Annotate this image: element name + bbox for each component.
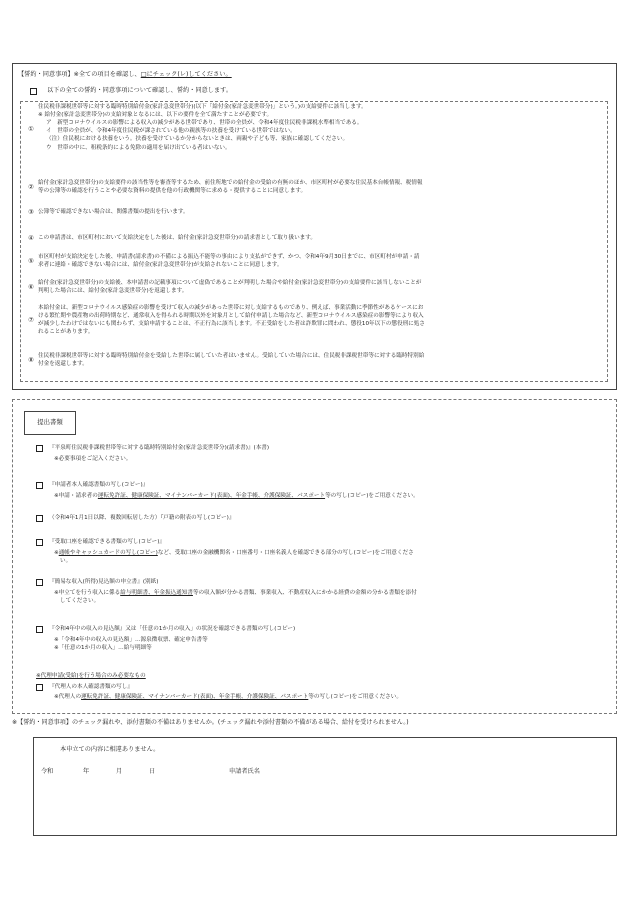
item-7-line: が減少したわけではないにも関わらず、支給申請することは、不正行為に該当します。不正受給をした者は詐欺罪に問われ、懲役10年以下の懲役刑に処さ	[38, 321, 425, 328]
document-item-7	[36, 683, 606, 701]
applicant-name-label: 申請者氏名	[229, 768, 260, 775]
item-5-line: 求者に連絡・確認できない場合には、給付金(家計急変世帯分)が支給されないことに同意します。	[38, 262, 283, 269]
item-2-line: 給付金(家計急変世帯分)の支給要件の該当性等を審査等するため、前住所地での給付金の受給の有無のほか、市区町村が必要な住民基本台帳情報、税情報	[38, 180, 423, 186]
all-consent-row	[30, 87, 232, 96]
consent-item-8	[24, 352, 602, 368]
item-8-line: 住民税非課税世帯等に対する臨時特別給付金を受給した世帯に属していた者はいません。受給していた場合には、住民税非課税世帯等に対する臨時特別給	[38, 353, 425, 359]
bottom-note: ※【誓約・同意事項】のチェック漏れや、添付書類の不備はありませんか。(チェック漏れや添付書類の不備がある場合、給付を受けられません。)	[12, 719, 409, 726]
item-1-line: イ 世帯の全員が、令和4年度住民税が課されている他の親族等の扶養を受けている世帯ではない。	[46, 128, 296, 135]
item-2-line: 等の公簿等の確認を行うことや必要な資料の提供を他の行政機関等に求める・提供することに同意します。	[38, 188, 307, 195]
document-title-7: 『代理人の本人確認書類の写し』	[49, 684, 133, 690]
consent-item-7	[24, 304, 602, 336]
consent-item-6	[24, 279, 602, 295]
document-note-4	[36, 549, 606, 557]
item-7-line: れることがあります。	[38, 329, 94, 336]
document-checkbox-6[interactable]	[36, 626, 43, 633]
document-checkbox-3[interactable]	[36, 515, 43, 522]
document-note-2-prefix: ※申請・請求者の	[54, 493, 98, 500]
document-note-4-line1: など、受取口座の金融機関名・口座番号・口座名義人を確認できる部分の写し(コピー)をご用意くださ	[157, 550, 414, 557]
item-4-line: この申請書は、市区町村において支給決定をした後は、給付金(家計急変世帯分)の請求書として取り扱います。	[38, 235, 317, 241]
date-year: 年	[83, 768, 90, 775]
all-consent-label: 以下の全ての誓約・同意事項について確認し、誓約・同意します。	[47, 87, 233, 94]
item-3-line: 公簿等で確認できない場合は、関係書類の提出を行います。	[38, 209, 189, 215]
item-number-4: ④	[28, 234, 34, 242]
documents-title: 提出書類	[37, 418, 63, 427]
document-title-3: （令和4年1月1日以降、複数回転居した方）『戸籍の附表の写し(コピー)』	[49, 515, 235, 521]
consent-header-prefix: 【誓約・同意事項】※全ての項目を確認し、	[18, 71, 141, 78]
document-note-7-ids: 運転免許証、健康保険証、マイナンバーカード(表面)、年金手帳、介護保険証、パスポート	[81, 694, 309, 701]
item-1-line: ア 新型コロナウイルスの影響による収入の減少がある世帯であり、世帯の全員が、令和4年度住民税非課税水準相当である。	[46, 120, 363, 127]
item-1-line: 住民税非課税世帯等に対する臨時特別給付金(家計急変世帯分)(以下「給付金(家計急変世帯分)」という。)の支給要件に該当します。	[38, 104, 367, 110]
document-note-7	[36, 693, 606, 701]
document-note-4-line2: い。	[60, 558, 72, 565]
document-title-5: 『簡易な収入(所得)見込額の申立書』(別紙)	[49, 579, 159, 585]
consent-item-4	[24, 234, 602, 243]
consent-header	[18, 71, 232, 80]
document-title-1: 『平泉町住民税非課税世帯等に対する臨時特別給付金(家計急変世帯分)(請求書)』(本書)	[49, 445, 270, 451]
document-note-4-prefix: ※	[54, 550, 59, 557]
document-item-2	[36, 481, 606, 500]
document-checkbox-5[interactable]	[36, 579, 43, 586]
document-item-4	[36, 538, 606, 565]
documents-title-box	[24, 411, 76, 435]
date-day: 日	[149, 768, 156, 775]
document-item-1	[36, 444, 606, 463]
consent-item-2	[24, 179, 602, 195]
document-item-5	[36, 578, 606, 605]
item-1-line: ウ 世帯の中に、租税条約による免除の適用を届け出ている者はいない。	[46, 144, 231, 151]
item-number-7: ⑦	[28, 316, 34, 324]
document-note-5-line2: してください。	[60, 598, 100, 605]
document-note-5-line1: 等の収入額が分かる書類、事業収入、不動産収入にかかる経費の金額の分かる書類を添付	[192, 590, 417, 597]
document-title-2: 『申請者本人確認書類の写し(コピー)』	[49, 482, 149, 488]
declaration-text: 本申立ての内容に相違ありません。	[60, 746, 160, 753]
document-note-2-suffix: 等の写し(コピー)をご用意ください。	[325, 493, 419, 500]
item-number-8: ⑧	[28, 356, 34, 364]
document-note-6b: ※「任意の1か月の収入」…給与明細等	[54, 645, 152, 652]
document-note-6a: ※「令和4年中の収入の見込額」…源泉徴収票、確定申告書等	[54, 637, 208, 644]
document-note-5-prefix: ※申立てを行う収入に係る	[54, 590, 121, 597]
document-note-7-prefix: ※代理人の	[54, 694, 82, 701]
item-number-6: ⑥	[28, 283, 34, 291]
all-consent-checkbox[interactable]	[30, 88, 37, 95]
item-1-line: （注）住民税における扶養をいう。扶養を受けているか分からないときは、両親や子ども等、家族に確認してください。	[46, 136, 349, 143]
document-note-4-passbook: 通帳やキャッシュカードの写し(コピー)	[58, 550, 158, 557]
consent-item-3	[24, 208, 602, 217]
item-8-line: 付金を返還します。	[38, 361, 88, 368]
date-era: 令和	[41, 768, 54, 775]
document-note-7-suffix: 等の写し(コピー)をご用意ください。	[308, 694, 402, 701]
document-note-5	[36, 589, 606, 597]
item-number-5: ⑤	[28, 257, 34, 265]
proxy-heading: ※代理申請(受給)を行う場合のみ必要なもの	[36, 673, 146, 679]
consent-item-5	[24, 253, 602, 269]
item-7-line: 本給付金は、新型コロナウイルス感染症の影響を受けて収入の減少があった世帯に対し支給するものであり、例えば、事業活動に季節性があるケースにお	[38, 305, 424, 311]
document-note-5-payslip: 給与明細書、年金振込通知書	[120, 590, 193, 597]
document-title-4: 『受取口座を確認できる書類の写し(コピー)』	[49, 539, 166, 545]
item-number-1: ①	[28, 125, 34, 133]
document-note-2-ids: 運転免許証、健康保険証、マイナンバーカード(表面)、年金手帳、介護保険証、パスポート	[97, 493, 326, 500]
document-checkbox-7[interactable]	[36, 684, 43, 691]
item-6-line: 判明した場合には、給付金(家計急変世帯分)を返還します。	[38, 288, 188, 295]
document-checkbox-2[interactable]	[36, 482, 43, 489]
consent-item-1	[24, 103, 602, 152]
document-note-1: ※必要事項をご記入ください。	[54, 456, 132, 463]
document-checkbox-4[interactable]	[36, 539, 43, 546]
consent-header-instruction: □にチェック(レ)してください。	[140, 71, 232, 78]
document-item-3	[36, 514, 606, 522]
item-5-line: 市区町村が支給決定をした後、申請書(請求書)の不備による振込不能等の事由により支払ができず、かつ、令和4年9月30日までに、市区町村が申請・請	[38, 254, 420, 260]
item-6-line: 給付金(家計急変世帯分)の支給後、本申請書の記載事項について虚偽であることが判明した場合や給付金(家計急変世帯分)の支給要件に該当しないことが	[38, 280, 422, 286]
document-note-2	[36, 492, 606, 500]
item-1-line: ※ 給付金(家計急変世帯分)の支給対象となるには、以下の要件を全て満たすことが必要です。	[38, 112, 273, 119]
item-7-line: ける繁忙期や農産物の出荷時期など、通常収入を得られる時期以外を対象月として給付申請した場合など、新型コロナウイルス感染症の影響等により収入	[38, 313, 424, 320]
item-number-2: ②	[28, 183, 34, 191]
document-item-6	[36, 625, 606, 652]
date-month: 月	[116, 768, 123, 775]
document-checkbox-1[interactable]	[36, 445, 43, 452]
item-number-3: ③	[28, 208, 34, 216]
document-title-6: 『令和4年中の収入の見込額』又は「任意の1か月の収入」の状況を確認できる書類の写し(コピー)	[49, 626, 296, 632]
